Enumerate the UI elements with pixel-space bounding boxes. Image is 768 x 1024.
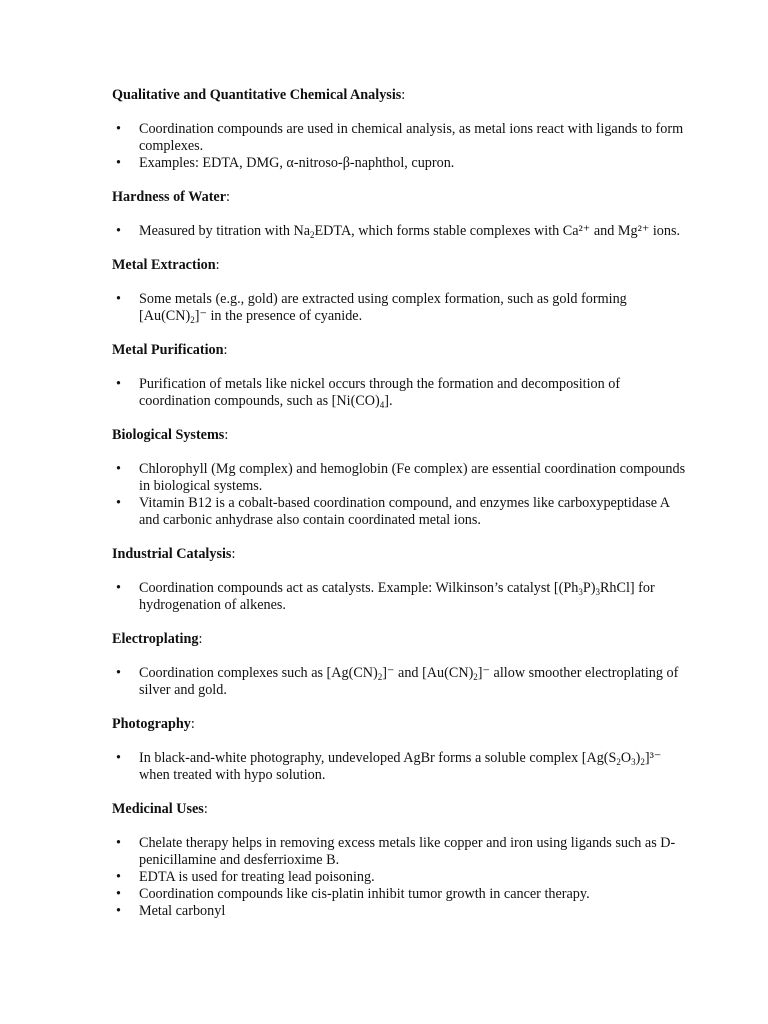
section-heading [112,427,687,444]
subscript-text: 2 [616,757,621,767]
section-heading [112,257,687,274]
subscript-text: 4 [379,400,385,410]
list-item-text: Chlorophyll (Mg complex) and hemoglobin (Fe complex) are essential coordination compounds in biological systems. [139,461,686,494]
list-item [112,291,687,325]
section [112,546,687,614]
list-item-text: RhCl] for hydrogenation of alkenes. [139,580,655,613]
subscript-text: 2 [190,315,195,325]
bullet-list [112,376,687,410]
bullet-icon: • [116,155,121,171]
section [112,342,687,410]
bullet-icon: • [116,461,121,477]
subscript-text: 3 [631,757,636,767]
list-item-text: ) [635,750,641,766]
bullet-icon: • [116,121,121,137]
section-heading [112,631,687,648]
heading-colon: : [231,546,236,562]
bullet-list [112,750,687,784]
subscript-text: 3 [578,587,583,597]
bullet-icon: • [116,869,121,885]
list-item [112,665,687,699]
list-item [112,903,687,920]
heading-colon: : [401,87,406,103]
bullet-list [112,665,687,699]
heading-colon: : [226,189,230,205]
list-item [112,155,687,172]
subscript-text: 2 [473,672,478,682]
list-item-text: Some metals (e.g., gold) are extracted using complex formation, such as gold forming [Au(CN) [139,291,627,324]
bullet-icon: • [116,580,121,596]
list-item [112,495,687,529]
bullet-list [112,223,687,240]
heading-colon: : [203,801,208,817]
subscript-text: 2 [640,757,645,767]
list-item-text: Coordination compounds like cis-platin inhibit tumor growth in cancer therapy. [139,886,590,902]
section-heading [112,716,687,733]
list-item-text: Coordination complexes such as [Ag(CN) [139,665,378,681]
section-heading [112,546,687,563]
bullet-list [112,835,687,920]
list-item-text: Purification of metals like nickel occurs through the formation and decomposition of coordination compounds, such as [Ni(CO) [139,376,621,409]
section [112,631,687,699]
list-item [112,869,687,886]
list-item-text: In black-and-white photography, undeveloped AgBr forms a soluble complex [Ag(S [139,750,617,766]
section-heading-text: Hardness of Water [112,189,227,205]
list-item-text: Measured by titration with Na [139,223,310,239]
heading-colon: : [198,631,203,647]
list-item-text: Chelate therapy helps in removing excess metals like copper and iron using ligands such as D-penicillamine and desferrioxime B. [139,835,676,868]
list-item-text: Vitamin B12 is a cobalt-based coordination compound, and enzymes like carboxypeptidase A and carbonic anhydrase also contain coordinated metal ions. [139,495,670,528]
list-item-text: O [620,750,632,766]
list-item [112,461,687,495]
section-heading-text: Photography [112,716,191,732]
list-item-text: ]⁻ allow smoother electroplating of silver and gold. [139,665,679,698]
list-item [112,886,687,903]
list-item-text: ]⁻ in the presence of cyanide. [194,308,363,324]
subscript-text: 2 [310,230,315,240]
heading-colon: : [223,342,228,358]
list-item [112,223,687,240]
section-heading [112,801,687,818]
section-heading-text: Industrial Catalysis [112,546,232,562]
list-item-text: EDTA, which forms stable complexes with Ca²⁺ and Mg²⁺ ions. [314,223,681,239]
section-heading-text: Metal Purification [112,342,224,358]
list-item-text: Coordination compounds are used in chemical analysis, as metal ions react with ligands to form complexes. [139,121,684,154]
heading-colon: : [224,427,229,443]
list-item [112,376,687,410]
list-item-text: Coordination compounds act as catalysts. Example: Wilkinson’s catalyst [(Ph [139,580,579,596]
bullet-list [112,121,687,172]
bullet-list [112,291,687,325]
section-heading-text: Biological Systems [112,427,225,443]
heading-colon: : [215,257,220,273]
bullet-icon: • [116,291,121,307]
bullet-icon: • [116,376,121,392]
bullet-icon: • [116,223,121,239]
list-item [112,580,687,614]
section-heading-text: Qualitative and Quantitative Chemical Analysis [112,87,402,103]
section-heading-text: Electroplating [112,631,199,647]
section [112,801,687,920]
section-heading-text: Metal Extraction [112,257,216,273]
heading-colon: : [190,716,195,732]
section [112,87,687,172]
list-item [112,121,687,155]
subscript-text: 3 [595,587,600,597]
subscript-text: 2 [377,672,383,682]
bullet-icon: • [116,750,121,766]
document-body [112,87,687,937]
bullet-list [112,580,687,614]
section [112,189,687,240]
list-item-text: ]. [384,393,393,409]
section [112,427,687,529]
section-heading [112,189,687,206]
list-item-text: Metal carbonyl [139,903,226,919]
list-item-text: ]³⁻ when treated with hypo solution. [139,750,662,783]
bullet-icon: • [116,665,121,681]
section-heading [112,87,687,104]
list-item-text: EDTA is used for treating lead poisoning. [139,869,375,885]
section-heading-text: Medicinal Uses [112,801,204,817]
bullet-icon: • [116,886,121,902]
section [112,716,687,784]
bullet-icon: • [116,835,121,851]
list-item [112,835,687,869]
bullet-icon: • [116,903,121,919]
list-item-text: P) [582,580,596,596]
section [112,257,687,325]
list-item [112,750,687,784]
list-item-text: ]⁻ and [Au(CN) [382,665,474,681]
list-item-text: Examples: EDTA, DMG, α-nitroso-β-naphthol, cupron. [139,155,455,171]
section-heading [112,342,687,359]
bullet-icon: • [116,495,121,511]
bullet-list [112,461,687,529]
